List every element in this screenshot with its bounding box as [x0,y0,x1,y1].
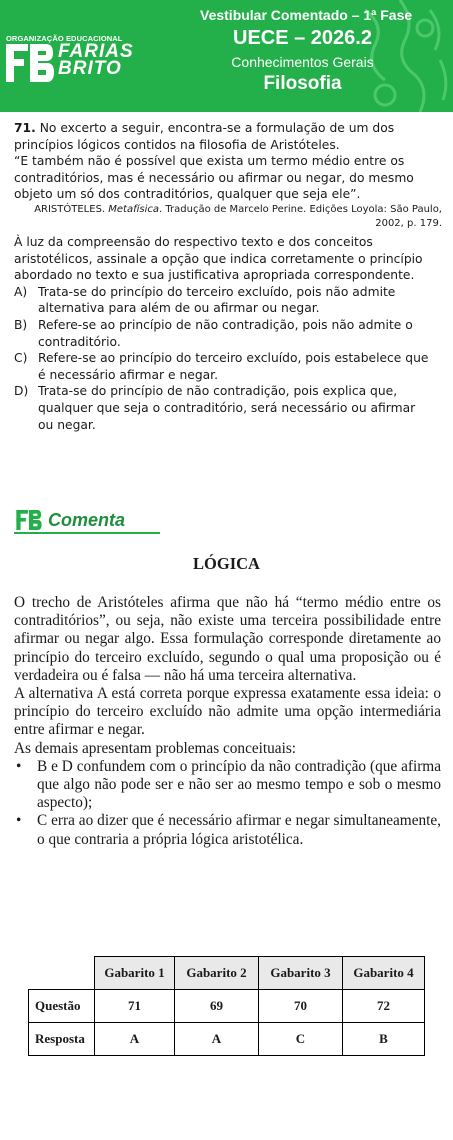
option-text [38,350,442,383]
option-line: qualquer que seja o contraditório, será necessário ou afirmar [38,400,416,415]
commentary-paragraph: O trecho de Aristóteles afirma que não há “termo médio entre os contraditórios”, ou seja, não existe uma terceira possibilidade entre afirmar ou negar algo. Essa formulação corresponde diretamente ao princípio do terceiro excluído, segundo o qual uma proposição ou é verdadeira ou é falsa — não há uma terceira alternativa. [14,594,441,684]
table-cell: B [343,1023,425,1056]
section-title: LÓGICA [193,554,260,573]
exam-subject: Filosofia [263,73,342,94]
option-letter: B) [14,317,28,332]
exam-edition: UECE – 2026.2 [233,27,372,49]
table-header-row [29,957,425,990]
bullet-mark: • [16,812,22,830]
table-header-cell: Gabarito 4 [343,957,425,990]
logo-name-line1: FARIAS [58,41,134,62]
exam-title: Vestibular Comentado – 1ª Fase [200,7,413,23]
commentary-paragraph: As demais apresentam problemas conceituais: [14,739,297,757]
option-text [38,383,442,433]
comenta-heading [14,508,160,536]
option-d [14,383,442,433]
question-block [14,120,442,433]
header-titles [200,6,413,96]
bullet-text: B e D confundem com o princípio da não contradição (que afirma que algo não pode ser e não ser ao mesmo tempo e sob o mesmo aspecto); [37,757,441,812]
table-row [29,990,425,1023]
page-header [0,0,453,112]
bullet-text: C erra ao dizer que é necessário afirmar e negar simultaneamente, o que contraria a própria lógica aristotélica. [37,812,441,848]
option-line: Refere-se ao princípio de não contradição, pois não admite o [38,317,413,332]
question-intro-line2: princípios lógicos contidos na filosofia de Aristóteles. [14,137,340,152]
exam-area: Conhecimentos Gerais [231,54,374,70]
table-corner [29,957,95,990]
option-a [14,284,442,317]
logo-name [58,43,134,77]
commentary-bullet [14,812,441,848]
gabarito-table [28,956,425,1056]
option-text [38,284,442,317]
question-quote-line3: objeto um só dos contraditórios, qualquer que seja ele”. [14,187,361,202]
commentary-paragraph: A alternativa A está correta porque expressa exatamente essa ideia: o princípio do terceiro excluído não admite uma opção intermediária entre afirmar e negar. [14,685,441,739]
option-line: é necessário afirmar e negar. [38,367,219,382]
reference-work: Metafísica [108,203,160,215]
reference-line1 [14,203,442,217]
reference-author: ARISTÓTELES. [34,203,109,215]
logo-org-label: ORGANIZAÇÃO EDUCACIONAL [6,34,123,43]
farias-brito-logo [6,34,142,84]
fb-logo-small-icon [14,510,44,530]
question-number: 71. [14,121,36,135]
table-cell: 70 [259,990,343,1023]
table-cell: 72 [343,990,425,1023]
comenta-label: Comenta [48,510,126,530]
question-quote-line1: “E também não é possível que exista um termo médio entre os [14,154,405,169]
question-stem-line2: aristotélicos, assinale a opção que indica corretamente o princípio [14,251,423,266]
option-b [14,317,442,350]
question-intro-text: No excerto a seguir, encontra-se a formulação de um dos [35,121,395,135]
option-letter: C) [14,351,28,366]
question-intro-line1 [14,120,442,137]
table-header-cell: Gabarito 1 [95,957,175,990]
reference-rest: . Tradução de Marcelo Perine. Edições Loyola: São Paulo, [159,203,442,215]
commentary [14,594,441,849]
option-letter: A) [14,284,28,299]
option-line: alternativa para além de ou afirmar ou negar. [38,301,320,316]
table-header-cell: Gabarito 3 [259,957,343,990]
table-cell: A [175,1023,259,1056]
option-letter: D) [14,384,29,399]
table-cell: C [259,1023,343,1056]
question-quote-line2: contraditórios, mas é necessário ou afirmar ou negar, do mesmo [14,170,414,185]
table-cell: 71 [95,990,175,1023]
table-cell: A [95,1023,175,1056]
reference-year: 2002, p. 179. [375,217,442,229]
question-stem-line1: À luz da compreensão do respectivo texto e dos conceitos [14,234,373,249]
fb-logo-mark-icon [6,44,54,82]
table-header-cell: Gabarito 2 [175,957,259,990]
question-stem-line3: abordado no texto e sua justificativa apropriada correspondente. [14,268,415,283]
table-cell: 69 [175,990,259,1023]
table-row [29,1023,425,1056]
option-text [38,317,442,350]
option-line: Trata-se do princípio do terceiro excluído, pois não admite [38,284,396,299]
comenta-underline [14,532,160,534]
option-line: contraditório. [38,334,121,349]
option-line: ou negar. [38,417,96,432]
options-list [14,284,442,433]
logo-name-line2: BRITO [58,58,122,79]
bullet-mark: • [16,757,22,775]
option-c [14,350,442,383]
option-line: Refere-se ao princípio do terceiro excluído, pois estabelece que [38,351,429,366]
question-reference [14,203,442,231]
option-line: Trata-se do princípio de não contradição, pois explica que, [38,384,398,399]
row-label-resposta: Resposta [29,1023,95,1056]
commentary-bullet [14,758,441,813]
row-label-questao: Questão [29,990,95,1023]
